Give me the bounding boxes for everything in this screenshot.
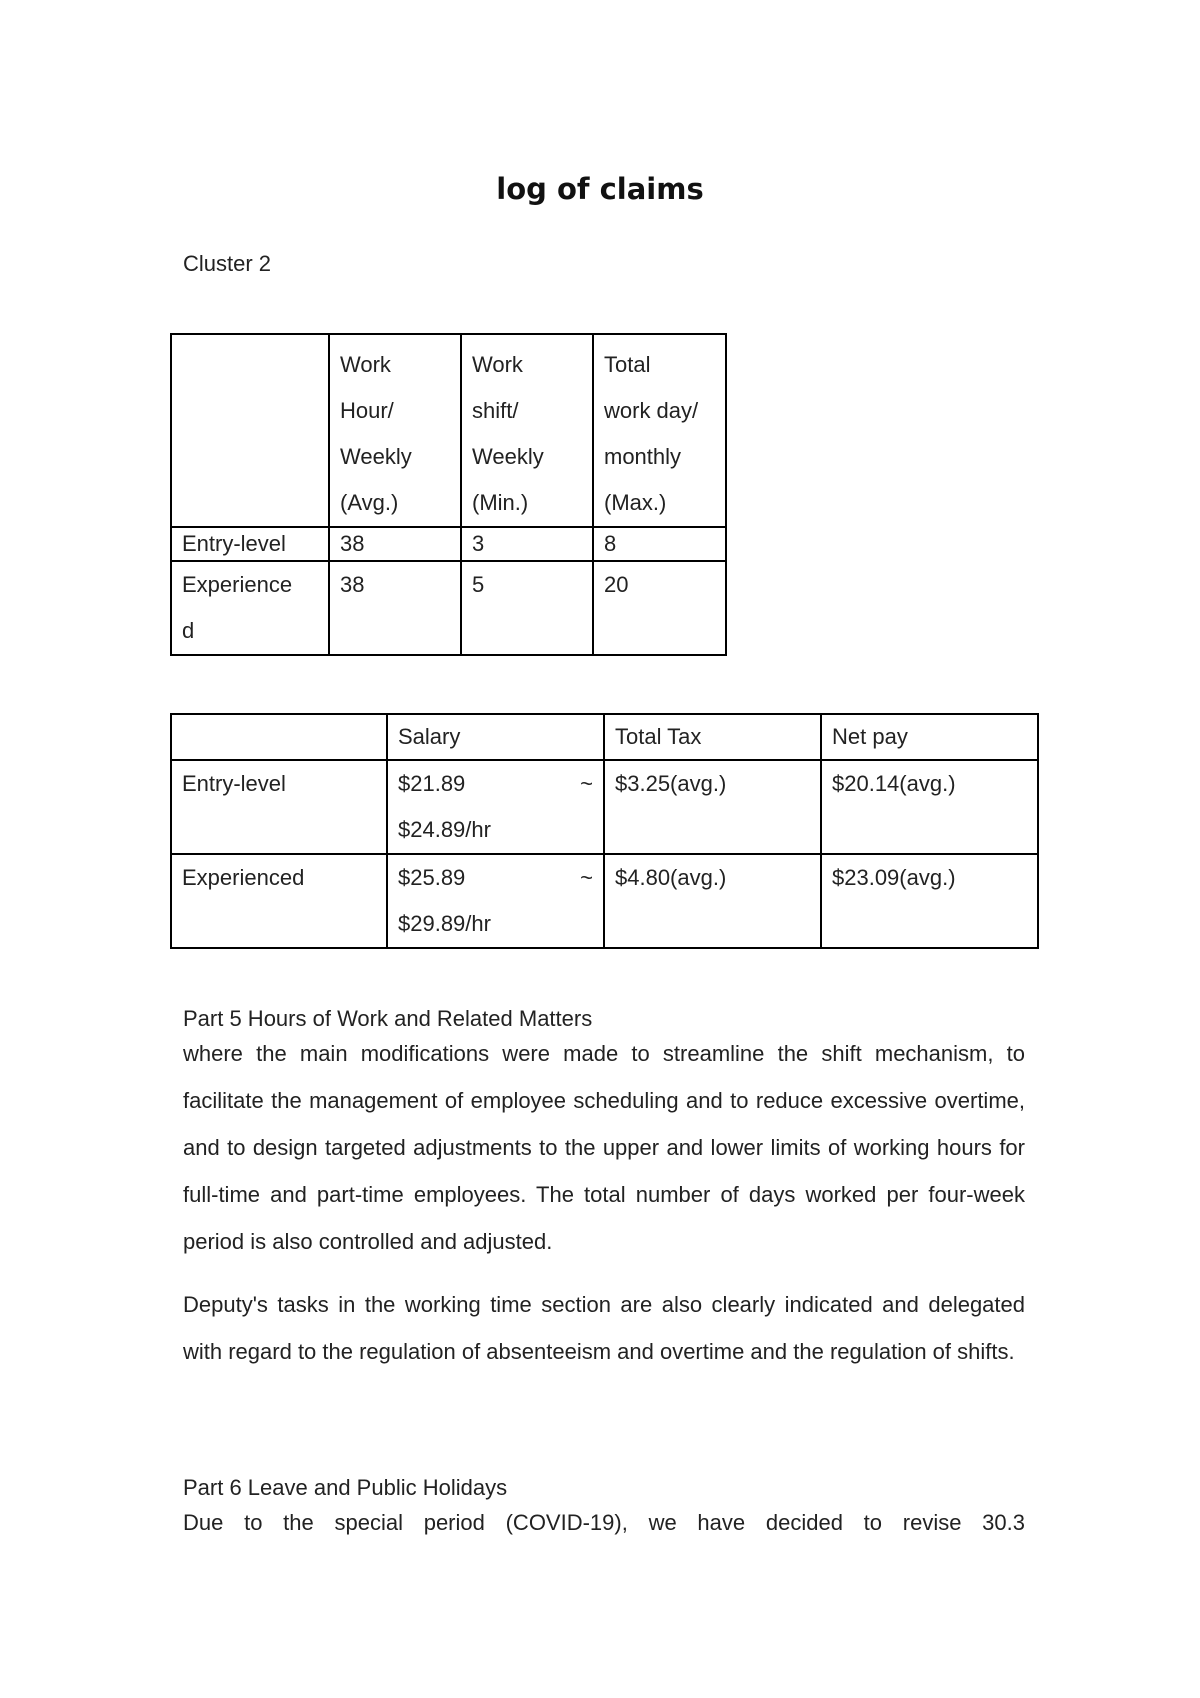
- part5-paragraph: Deputy's tasks in the working time section are also clearly indicated and delegated with regard to the regulation of absenteeism and overtime and the regulation of shifts.: [183, 1292, 1025, 1364]
- part5-heading: Part 5 Hours of Work and Related Matters: [183, 1006, 593, 1031]
- table-header-cell: [171, 334, 329, 527]
- table-header-row: [171, 334, 726, 527]
- work-hours-table: [170, 333, 727, 656]
- table-header-row: [171, 714, 1038, 760]
- row-label: Experience d: [171, 561, 329, 655]
- table-header-cell: Total work day/ monthly (Max.): [593, 334, 726, 527]
- table-cell: 5: [461, 561, 593, 655]
- table-cell: 38: [329, 561, 461, 655]
- salary-cell: $21.89 ~ $24.89/hr: [387, 760, 604, 854]
- table-header-cell: Salary: [387, 714, 604, 760]
- table-row: [171, 760, 1038, 854]
- net-pay-cell: $20.14(avg.): [821, 760, 1038, 854]
- salary-table: [170, 713, 1039, 949]
- net-pay-cell: $23.09(avg.): [821, 854, 1038, 948]
- document-title: log of claims: [496, 172, 704, 206]
- salary-cell: $25.89 ~ $29.89/hr: [387, 854, 604, 948]
- table-cell: 3: [461, 527, 593, 561]
- table-row: [171, 854, 1038, 948]
- table-header-cell: Total Tax: [604, 714, 821, 760]
- table-row: [171, 527, 726, 561]
- table-header-cell: Work shift/ Weekly (Min.): [461, 334, 593, 527]
- cluster-label: Cluster 2: [183, 251, 272, 276]
- part5-paragraph: where the main modifications were made to streamline the shift mechanism, to facilitate the management of employee scheduling and to reduce excessive overtime, and to design targeted adjustments to the upper and lower limits of working hours for full-time and part-time employees. The total number of days worked per four-week period is also controlled and adjusted.: [183, 1041, 1025, 1254]
- row-label: Entry-level: [171, 760, 387, 854]
- table-header-cell: Work Hour/ Weekly (Avg.): [329, 334, 461, 527]
- tax-cell: $4.80(avg.): [604, 854, 821, 948]
- part6-paragraph: Due to the special period (COVID-19), we have decided to revise 30.3: [183, 1510, 1025, 1535]
- table-cell: 20: [593, 561, 726, 655]
- table-header-cell: [171, 714, 387, 760]
- table-cell: 8: [593, 527, 726, 561]
- tax-cell: $3.25(avg.): [604, 760, 821, 854]
- table-row: [171, 561, 726, 655]
- row-label: Entry-level: [171, 527, 329, 561]
- table-header-cell: Net pay: [821, 714, 1038, 760]
- table-cell: 38: [329, 527, 461, 561]
- row-label: Experienced: [171, 854, 387, 948]
- part6-heading: Part 6 Leave and Public Holidays: [183, 1475, 508, 1500]
